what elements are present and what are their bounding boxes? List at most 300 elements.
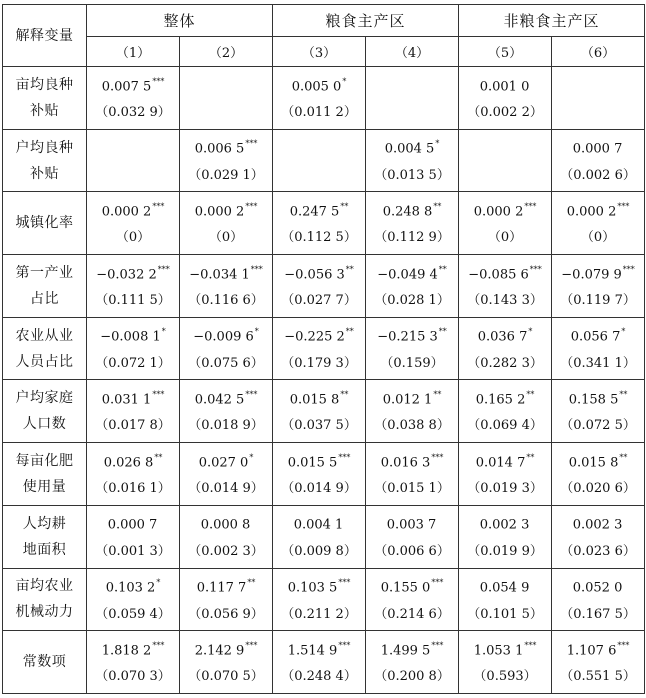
header-column-2: （2） — [180, 37, 273, 67]
coefficient-line — [552, 508, 644, 538]
coefficient-value: 0.042 5 — [194, 392, 245, 408]
coef-cell — [366, 317, 459, 380]
coefficient-value: −0.034 1 — [189, 267, 250, 283]
standard-error: （0.112 9） — [374, 230, 450, 246]
row-label-line: 人均耕 — [22, 515, 67, 532]
header-group-row — [3, 5, 645, 37]
coefficient-value: 0.004 1 — [293, 517, 344, 533]
coefficient-value: 0.007 5 — [101, 79, 152, 94]
coef-cell — [552, 129, 645, 192]
standard-error: （0.037 5） — [281, 418, 357, 434]
coefficient-value: 1.514 9 — [287, 643, 338, 659]
standard-error: （0.200 8） — [374, 669, 450, 685]
coefficient-line — [552, 195, 644, 225]
significance-stars: *** — [617, 640, 630, 650]
coef-cell — [552, 568, 645, 631]
standard-error: （0.009 8） — [281, 543, 357, 559]
coef-cell — [87, 317, 180, 380]
table-row — [3, 255, 645, 318]
coefficient-line — [180, 320, 272, 350]
standard-error: （0.214 6） — [374, 606, 450, 622]
significance-stars: *** — [338, 578, 351, 588]
coefficient-line — [552, 571, 644, 601]
significance-stars: *** — [524, 640, 537, 650]
standard-error: （0.019 9） — [467, 543, 543, 559]
coefficient-line — [552, 132, 644, 162]
coef-cell — [87, 129, 180, 192]
standard-error: （0.038 8） — [374, 418, 450, 434]
coefficient-line — [87, 320, 179, 350]
standard-error: （0.159） — [380, 355, 444, 371]
coef-cell — [366, 192, 459, 255]
significance-stars: *** — [152, 390, 165, 400]
row-label-line: 亩均良种 — [15, 76, 74, 93]
coefficient-value: 0.000 2 — [194, 204, 245, 220]
standard-error: （0.018 9） — [188, 418, 264, 434]
coefficient-line — [459, 571, 551, 601]
coef-cell — [273, 568, 366, 631]
coef-cell — [180, 317, 273, 380]
row-label — [3, 568, 87, 631]
header-column-4: （4） — [366, 37, 459, 67]
significance-stars: *** — [250, 264, 263, 274]
standard-error: （0.006 6） — [374, 543, 450, 559]
coefficient-value: 0.248 8 — [382, 204, 433, 220]
coefficient-line — [180, 446, 272, 476]
coefficient-line — [366, 634, 458, 664]
table-row — [3, 67, 645, 130]
significance-stars: *** — [338, 640, 351, 650]
coef-cell — [87, 443, 180, 506]
coef-cell — [366, 129, 459, 192]
standard-error: （0.027 7） — [281, 293, 357, 309]
significance-stars: *** — [245, 202, 258, 212]
coefficient-line — [87, 383, 179, 413]
significance-stars: *** — [431, 640, 444, 650]
coefficient-value: 0.015 5 — [287, 455, 338, 471]
coefficient-line — [273, 145, 365, 175]
coefficient-line — [552, 634, 644, 664]
coefficient-line — [552, 320, 644, 350]
coef-cell — [273, 380, 366, 443]
coef-cell — [180, 505, 273, 568]
row-label — [3, 443, 87, 506]
coefficient-line — [87, 508, 179, 538]
coefficient-value: 0.103 5 — [287, 580, 338, 596]
table-row — [3, 443, 645, 506]
coef-cell — [180, 380, 273, 443]
row-label — [3, 380, 87, 443]
significance-stars: * — [254, 327, 259, 337]
coefficient-line — [552, 83, 644, 113]
standard-error: （0.002 3） — [188, 543, 264, 559]
significance-stars: * — [249, 452, 254, 462]
standard-error: （0.059 4） — [95, 606, 171, 622]
significance-stars: ** — [345, 327, 354, 337]
coef-cell — [552, 505, 645, 568]
significance-stars: ** — [526, 452, 535, 462]
coefficient-line — [366, 132, 458, 162]
coef-cell — [366, 255, 459, 318]
coefficient-line — [87, 634, 179, 664]
coef-cell — [459, 129, 552, 192]
coefficient-line — [180, 571, 272, 601]
coefficient-line — [87, 571, 179, 601]
coefficient-line — [180, 83, 272, 113]
row-label-line: 农业从业 — [15, 327, 74, 344]
standard-error: （0.075 6） — [188, 355, 264, 371]
coefficient-line — [180, 383, 272, 413]
standard-error: （0.023 6） — [560, 543, 636, 559]
coefficient-line — [180, 132, 272, 162]
coefficient-line — [552, 258, 644, 288]
significance-stars: ** — [526, 390, 535, 400]
coefficient-line — [180, 195, 272, 225]
table-row — [3, 192, 645, 255]
row-label-line: 补贴 — [30, 102, 59, 119]
coef-cell — [366, 568, 459, 631]
significance-stars: ** — [433, 202, 442, 212]
coefficient-value: 0.002 3 — [572, 517, 623, 533]
coefficient-line — [180, 634, 272, 664]
coefficient-value: 0.000 2 — [473, 204, 524, 220]
coefficient-line — [459, 508, 551, 538]
row-label — [3, 255, 87, 318]
standard-error: （0.028 1） — [374, 293, 450, 309]
coef-cell — [366, 631, 459, 694]
standard-error: （0.013 5） — [374, 167, 450, 183]
row-label-line: 人口数 — [22, 416, 67, 433]
header-column-6: （6） — [552, 37, 645, 67]
significance-stars: *** — [431, 578, 444, 588]
coefficient-line — [459, 70, 551, 100]
coefficient-line — [366, 195, 458, 225]
coefficient-value: 0.006 5 — [194, 141, 245, 157]
coef-cell — [552, 67, 645, 130]
coef-cell — [273, 505, 366, 568]
coefficient-value: 0.004 5 — [384, 141, 435, 157]
coefficient-line — [552, 446, 644, 476]
coef-cell — [87, 380, 180, 443]
coefficient-line — [366, 320, 458, 350]
header-column-3: （3） — [273, 37, 366, 67]
coefficient-line — [273, 258, 365, 288]
coefficient-line — [273, 320, 365, 350]
coef-cell — [552, 255, 645, 318]
coefficient-line — [459, 383, 551, 413]
coefficient-line — [273, 383, 365, 413]
header-column-row — [3, 37, 645, 67]
row-label-line: 常数项 — [22, 654, 67, 671]
coef-cell — [459, 255, 552, 318]
significance-stars: *** — [529, 264, 542, 274]
coefficient-value: 0.026 8 — [103, 455, 154, 471]
coefficient-value: 0.000 8 — [200, 517, 251, 533]
coefficient-value: −0.225 2 — [284, 329, 345, 345]
coef-cell — [459, 443, 552, 506]
coefficient-line — [180, 508, 272, 538]
significance-stars: *** — [338, 452, 351, 462]
significance-stars: * — [342, 76, 347, 86]
standard-error: （0） — [580, 230, 616, 246]
coefficient-value: 0.158 5 — [568, 392, 619, 408]
coefficient-value: 1.499 5 — [380, 643, 431, 659]
standard-error: （0.015 1） — [374, 481, 450, 497]
coefficient-line — [366, 446, 458, 476]
coef-cell — [459, 192, 552, 255]
significance-stars: *** — [245, 139, 258, 149]
coef-cell — [552, 380, 645, 443]
coef-cell — [273, 192, 366, 255]
standard-error: （0.056 9） — [188, 606, 264, 622]
coef-cell — [459, 568, 552, 631]
header-group-overall: 整体 — [87, 5, 273, 37]
coefficient-line — [552, 383, 644, 413]
coefficient-value: 0.015 8 — [289, 392, 340, 408]
coefficient-value: 0.056 7 — [570, 329, 621, 345]
coefficient-value: 1.053 1 — [473, 643, 524, 659]
coefficient-value: 0.165 2 — [475, 392, 526, 408]
coefficient-line — [273, 70, 365, 100]
significance-stars: *** — [245, 640, 258, 650]
coefficient-value: 1.107 6 — [566, 643, 617, 659]
standard-error: （0.119 7） — [560, 293, 636, 309]
coef-cell — [366, 443, 459, 506]
coef-cell — [459, 505, 552, 568]
coefficient-value: 1.818 2 — [101, 643, 152, 659]
standard-error: （0.029 1） — [188, 167, 264, 183]
header-column-5: （5） — [459, 37, 552, 67]
coefficient-line — [87, 446, 179, 476]
coefficient-value: 0.015 8 — [568, 455, 619, 471]
standard-error: （0.143 3） — [467, 293, 543, 309]
coefficient-line — [273, 446, 365, 476]
row-label-line: 亩均农业 — [15, 578, 74, 595]
coef-cell — [87, 67, 180, 130]
significance-stars: * — [156, 578, 161, 588]
coefficient-value: −0.008 1 — [100, 329, 161, 345]
standard-error: （0.101 5） — [467, 606, 543, 622]
standard-error: （0.341 1） — [560, 355, 636, 371]
significance-stars: ** — [345, 264, 354, 274]
standard-error: （0.069 4） — [467, 418, 543, 434]
coef-cell — [273, 129, 366, 192]
coefficient-value: 0.027 0 — [198, 455, 249, 471]
coef-cell — [459, 317, 552, 380]
standard-error: （0） — [208, 230, 244, 246]
coefficient-line — [459, 634, 551, 664]
standard-error: （0.020 6） — [560, 481, 636, 497]
coef-cell — [366, 505, 459, 568]
row-label — [3, 192, 87, 255]
significance-stars: *** — [622, 264, 635, 274]
coefficient-value: 2.142 9 — [194, 643, 245, 659]
table-row — [3, 568, 645, 631]
coef-cell — [552, 631, 645, 694]
standard-error: （0.248 4） — [281, 669, 357, 685]
standard-error: （0.112 5） — [281, 230, 357, 246]
coef-cell — [459, 631, 552, 694]
coef-cell — [180, 192, 273, 255]
significance-stars: *** — [524, 202, 537, 212]
coefficient-value: 0.005 0 — [291, 79, 342, 94]
significance-stars: ** — [340, 390, 349, 400]
coef-cell — [180, 443, 273, 506]
coefficient-value: 0.002 3 — [479, 517, 530, 533]
standard-error: （0.019 3） — [467, 481, 543, 497]
standard-error: （0.032 9） — [95, 105, 171, 120]
standard-error: （0.167 5） — [560, 606, 636, 622]
coef-cell — [273, 317, 366, 380]
coefficient-line — [87, 145, 179, 175]
row-label-line: 户均良种 — [15, 139, 74, 156]
row-label — [3, 67, 87, 130]
coefficient-value: −0.079 9 — [561, 267, 622, 283]
coef-cell — [273, 631, 366, 694]
coefficient-value: −0.215 3 — [377, 329, 438, 345]
coefficient-value: 0.054 9 — [479, 580, 530, 596]
significance-stars: *** — [152, 76, 165, 86]
standard-error: （0.011 2） — [281, 105, 357, 120]
row-label — [3, 631, 87, 694]
coef-cell — [87, 631, 180, 694]
coefficient-line — [273, 508, 365, 538]
header-group-nongrain: 非粮食主产区 — [459, 5, 645, 37]
coefficient-line — [366, 83, 458, 113]
coefficient-line — [366, 258, 458, 288]
significance-stars: *** — [152, 202, 165, 212]
coefficient-value: 0.155 0 — [380, 580, 431, 596]
significance-stars: *** — [431, 452, 444, 462]
table-row — [3, 129, 645, 192]
standard-error: （0.551 5） — [560, 669, 636, 685]
coef-cell — [180, 67, 273, 130]
significance-stars: ** — [154, 452, 163, 462]
standard-error: （0.116 6） — [188, 293, 264, 309]
coef-cell — [180, 129, 273, 192]
standard-error: （0.282 3） — [467, 355, 543, 371]
significance-stars: * — [161, 327, 166, 337]
coefficient-value: 0.103 2 — [105, 580, 156, 596]
table-row — [3, 380, 645, 443]
standard-error: （0.072 1） — [95, 355, 171, 371]
coefficient-line — [273, 571, 365, 601]
coefficient-value: 0.014 7 — [475, 455, 526, 471]
standard-error: （0.211 2） — [281, 606, 357, 622]
row-label-line: 每亩化肥 — [15, 452, 74, 469]
coefficient-value: 0.016 3 — [380, 455, 431, 471]
coefficient-line — [87, 258, 179, 288]
row-label-line: 人员占比 — [15, 353, 74, 370]
significance-stars: ** — [247, 578, 256, 588]
coefficient-line — [459, 320, 551, 350]
standard-error: （0.111 5） — [95, 293, 171, 309]
coefficient-line — [180, 258, 272, 288]
coefficient-line — [366, 508, 458, 538]
coef-cell — [87, 568, 180, 631]
coefficient-value: 0.036 7 — [477, 329, 528, 345]
table-row — [3, 317, 645, 380]
coef-cell — [273, 67, 366, 130]
coefficient-line — [273, 634, 365, 664]
header-column-1: （1） — [87, 37, 180, 67]
row-label — [3, 505, 87, 568]
standard-error: （0.014 9） — [188, 481, 264, 497]
coefficient-value: 0.000 7 — [572, 141, 623, 157]
coefficient-line — [87, 70, 179, 100]
coefficient-value: −0.049 4 — [377, 267, 438, 283]
standard-error: （0） — [115, 230, 151, 246]
significance-stars: *** — [245, 390, 258, 400]
coef-cell — [273, 443, 366, 506]
standard-error: （0.017 8） — [95, 418, 171, 434]
coefficient-value: −0.009 6 — [193, 329, 254, 345]
standard-error: （0.014 9） — [281, 481, 357, 497]
coefficient-line — [459, 195, 551, 225]
coef-cell — [552, 443, 645, 506]
coefficient-line — [273, 195, 365, 225]
coefficient-value: −0.056 3 — [284, 267, 345, 283]
significance-stars: ** — [433, 390, 442, 400]
significance-stars: *** — [617, 202, 630, 212]
standard-error: （0.070 3） — [95, 669, 171, 685]
row-label — [3, 129, 87, 192]
standard-error: （0.072 5） — [560, 418, 636, 434]
significance-stars: ** — [619, 390, 628, 400]
header-group-grain: 粮食主产区 — [273, 5, 459, 37]
coefficient-line — [459, 446, 551, 476]
significance-stars: * — [435, 139, 440, 149]
coefficient-value: 0.001 0 — [479, 79, 530, 94]
coef-cell — [87, 192, 180, 255]
row-label-line: 第一产业 — [15, 264, 74, 281]
standard-error: （0.002 2） — [467, 105, 543, 120]
coefficient-value: −0.032 2 — [96, 267, 157, 283]
regression-table — [2, 4, 645, 694]
row-label-line: 户均家庭 — [15, 390, 74, 407]
table-row — [3, 631, 645, 694]
coef-cell — [366, 380, 459, 443]
row-label-line: 地面积 — [22, 541, 67, 558]
header-variable-label: 解释变量 — [3, 5, 87, 67]
coef-cell — [180, 568, 273, 631]
row-label-line: 占比 — [30, 290, 59, 307]
significance-stars: ** — [438, 327, 447, 337]
coef-cell — [459, 67, 552, 130]
table-row — [3, 505, 645, 568]
row-label-line: 补贴 — [30, 165, 59, 182]
coef-cell — [552, 192, 645, 255]
significance-stars: ** — [340, 202, 349, 212]
row-label — [3, 317, 87, 380]
standard-error: （0.016 1） — [95, 481, 171, 497]
coefficient-line — [459, 145, 551, 175]
coefficient-line — [87, 195, 179, 225]
coefficient-value: 0.003 7 — [386, 517, 437, 533]
row-label-line: 使用量 — [22, 478, 67, 495]
significance-stars: *** — [152, 640, 165, 650]
table-body — [3, 67, 645, 694]
coef-cell — [180, 255, 273, 318]
coefficient-value: 0.012 1 — [382, 392, 433, 408]
coef-cell — [366, 67, 459, 130]
coef-cell — [273, 255, 366, 318]
coefficient-value: 0.000 2 — [566, 204, 617, 220]
coef-cell — [180, 631, 273, 694]
significance-stars: ** — [619, 452, 628, 462]
coefficient-value: 0.052 0 — [572, 580, 623, 596]
coefficient-line — [366, 571, 458, 601]
